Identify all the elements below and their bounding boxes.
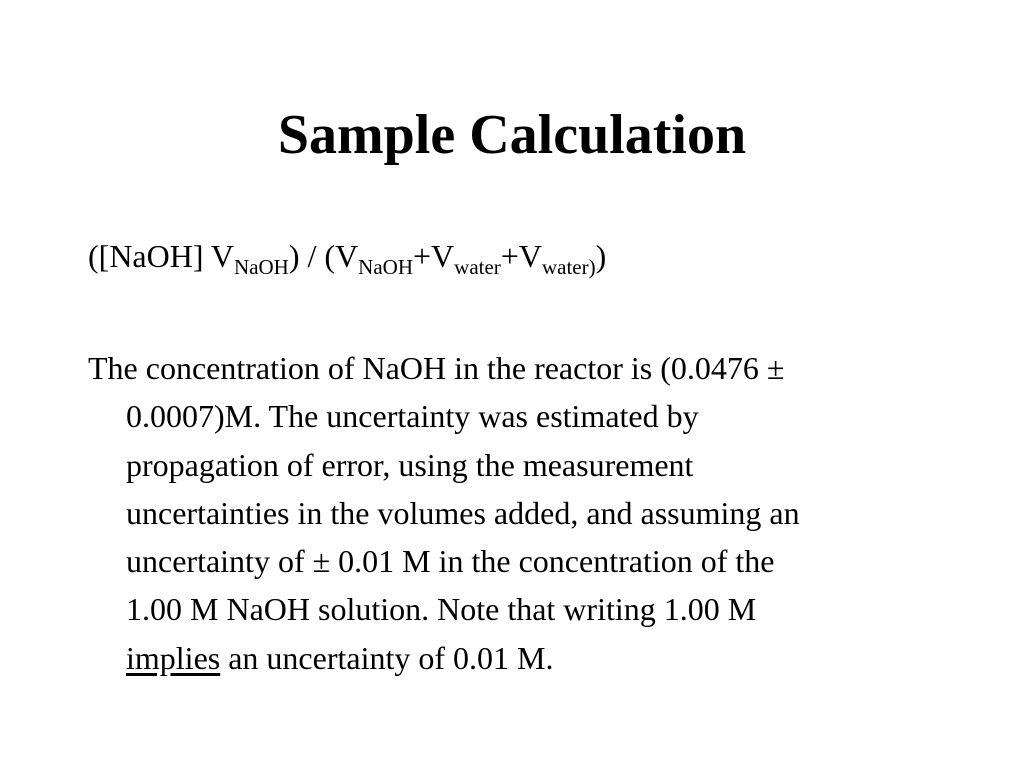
formula-subscript: NaOH <box>358 255 413 279</box>
paragraph-line: 1.00 M NaOH solution. Note that writing 1.00 M <box>126 591 757 628</box>
paragraph-line: 0.0007)M. The uncertainty was estimated by <box>126 398 699 435</box>
formula-subscript: NaOH <box>234 255 289 279</box>
formula-part: ) <box>595 238 607 274</box>
slide-title: Sample Calculation <box>277 104 747 166</box>
paragraph-line-last <box>88 634 988 682</box>
formula-part: ([NaOH] V <box>88 238 235 274</box>
formula-part: +V <box>500 238 542 274</box>
formula-subscript: water <box>454 255 501 279</box>
concentration-formula <box>88 230 606 282</box>
paragraph-text: an uncertainty of 0.01 M. <box>220 639 554 676</box>
paragraph-line: The concentration of NaOH in the reactor is (0.0476 ± <box>88 350 785 386</box>
formula-part: ) / (V <box>288 238 359 274</box>
underlined-word: implies <box>126 639 221 676</box>
formula-subscript: water) <box>541 255 596 279</box>
paragraph-line: uncertainties in the volumes added, and assuming an <box>126 494 800 531</box>
explanation-paragraph <box>88 344 988 682</box>
paragraph-line: uncertainty of ± 0.01 M in the concentration of the <box>126 543 775 580</box>
paragraph-line: propagation of error, using the measurement <box>126 446 694 483</box>
formula-part: +V <box>413 238 455 274</box>
